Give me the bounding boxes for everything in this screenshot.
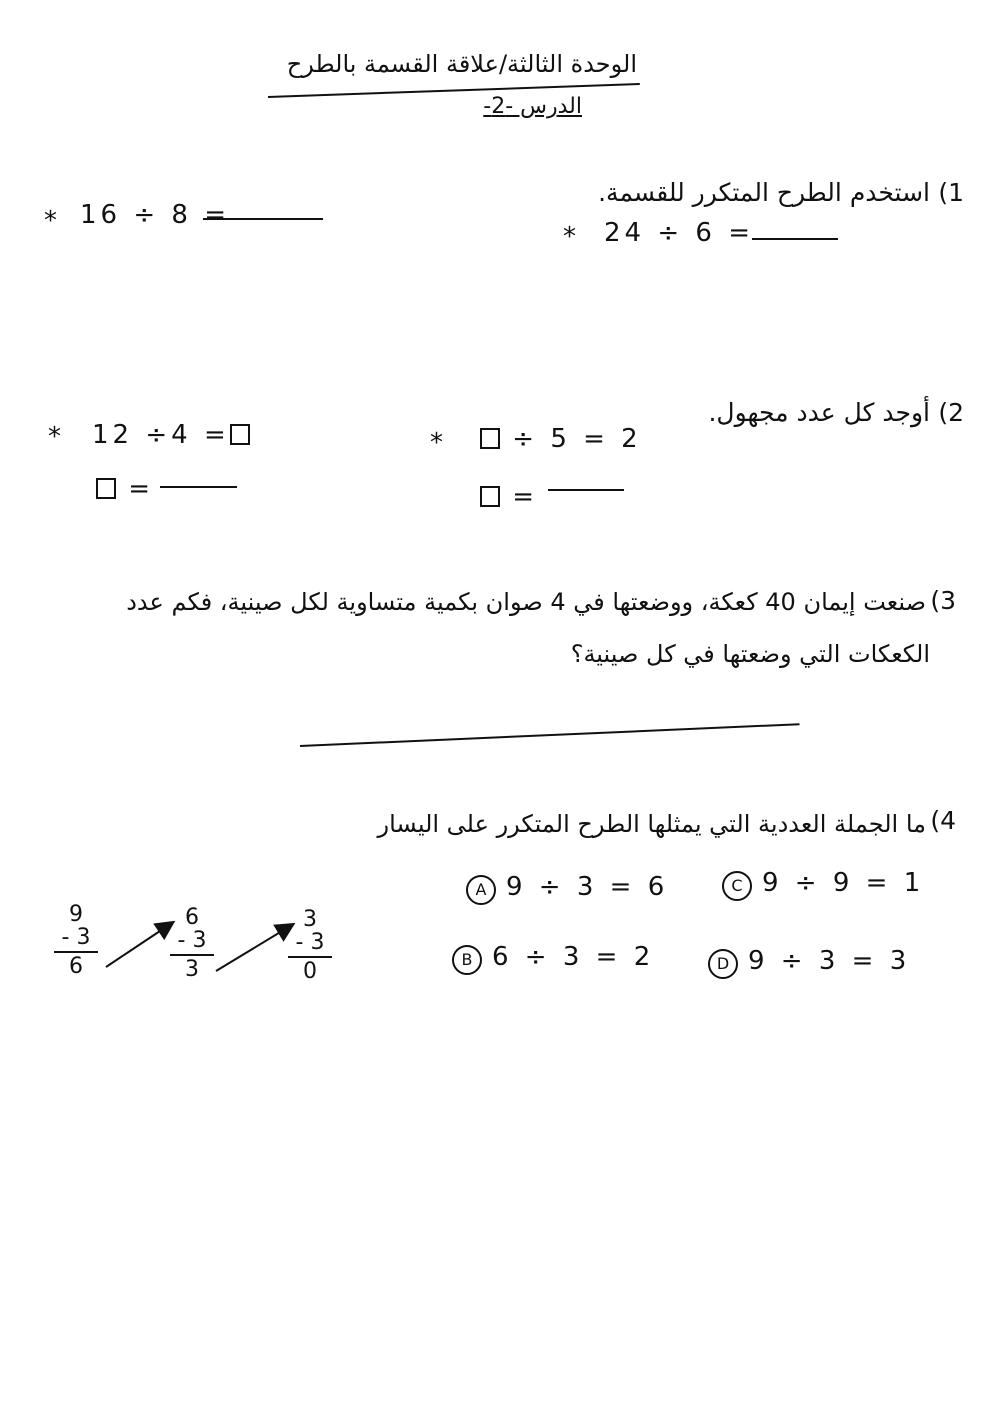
q3-answer-line[interactable] (300, 723, 800, 747)
q2-answer-line-b[interactable] (160, 486, 237, 488)
q1-answer-line-a[interactable] (752, 238, 838, 240)
arrow-icon (216, 925, 292, 971)
unknown-box (480, 486, 500, 507)
q1-instruction: استخدم الطرح المتكرر للقسمة. (598, 178, 930, 207)
q2-number: 2) (938, 398, 964, 427)
arrow-icon (106, 923, 172, 967)
q2-answer-b (96, 474, 154, 504)
sub-top: 3 (303, 907, 317, 932)
option-a-letter: A (466, 875, 496, 905)
q2-bullet-a: * (430, 428, 447, 458)
sub-result: 0 (303, 959, 317, 984)
sub-result: 3 (185, 957, 199, 982)
q1-bullet-b: * (44, 206, 61, 236)
sub-minus: - 3 (295, 930, 325, 955)
q4-question: ما الجملة العددية التي يمثلها الطرح المتكرر على اليسار (377, 810, 926, 838)
option-a-expr: 9 ÷ 3 = 6 (506, 872, 669, 902)
unknown-box[interactable] (480, 428, 500, 449)
q2-expr-b (92, 420, 250, 450)
q1-expr-b: 16 ÷ 8 = (80, 200, 230, 230)
sub-top: 6 (185, 905, 199, 930)
option-d-expr: 9 ÷ 3 = 3 (748, 946, 911, 976)
q2-answer-a (480, 482, 538, 512)
option-b-letter: B (452, 945, 482, 975)
q2-bullet-b: * (48, 422, 65, 452)
q2-instruction: أوجد كل عدد مجهول. (708, 398, 930, 427)
q2-answer-line-a[interactable] (548, 489, 624, 491)
q1-bullet-a: * (563, 222, 580, 252)
unknown-box[interactable] (230, 424, 250, 445)
option-c-expr: 9 ÷ 9 = 1 (762, 868, 925, 898)
subtraction-arrows (90, 905, 410, 995)
option-a[interactable] (466, 872, 668, 905)
sub-minus: - 3 (177, 928, 207, 953)
unknown-box (96, 478, 116, 499)
option-d[interactable] (708, 946, 910, 979)
sub-top: 9 (69, 902, 83, 927)
title-underline (268, 83, 640, 98)
q4-number: 4) (930, 806, 956, 835)
q2-expr-b-text: 12 ÷4 = (92, 420, 230, 450)
q3-line2: الكعكات التي وضعتها في كل صينية؟ (570, 640, 930, 668)
option-b[interactable] (452, 942, 654, 975)
unit-title: الوحدة الثالثة/علاقة القسمة بالطرح (286, 50, 637, 78)
sub-minus: - 3 (61, 925, 91, 950)
q3-number: 3) (930, 586, 956, 615)
q2-answer-b-eq: = (128, 474, 155, 504)
q2-expr-a (480, 424, 642, 454)
option-d-letter: D (708, 949, 738, 979)
q1-number: 1) (938, 178, 964, 207)
q1-answer-line-b[interactable] (203, 218, 323, 220)
sub-result: 6 (69, 954, 83, 979)
q2-answer-a-eq: = (512, 482, 539, 512)
option-c-letter: C (722, 871, 752, 901)
q3-line1: صنعت إيمان 40 كعكة، ووضعتها في 4 صوان بكمية متساوية لكل صينية، فكم عدد (126, 588, 926, 616)
option-c[interactable] (722, 868, 924, 901)
q2-expr-a-text: ÷ 5 = 2 (512, 424, 642, 454)
q1-expr-a: 24 ÷ 6 = (604, 218, 754, 248)
lesson-title: الدرس -2- (483, 94, 582, 119)
option-b-expr: 6 ÷ 3 = 2 (492, 942, 655, 972)
